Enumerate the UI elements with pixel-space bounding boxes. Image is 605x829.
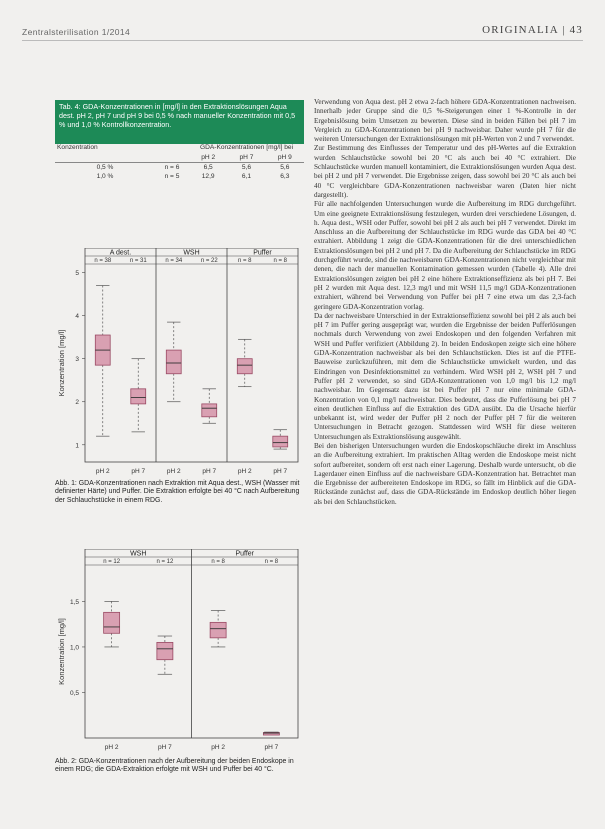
x-tick-label: pH 7 bbox=[264, 744, 279, 751]
table-subhead: pH 7 bbox=[227, 153, 265, 163]
running-header-right: ORIGINALIA | 43 bbox=[482, 24, 583, 36]
table-cell: 6,3 bbox=[280, 173, 290, 180]
x-tick-label: pH 2 bbox=[211, 744, 225, 751]
n-label: n = 12 bbox=[103, 559, 121, 565]
x-tick-label: pH 2 bbox=[166, 468, 181, 475]
n-label: n = 22 bbox=[200, 258, 218, 264]
box bbox=[210, 622, 226, 637]
table-cell: 5,6 bbox=[241, 164, 252, 171]
group-label: WSH bbox=[183, 249, 200, 257]
group-label: Puffer bbox=[253, 249, 272, 257]
y-tick-label: 0,5 bbox=[69, 689, 79, 697]
figure-1-chart bbox=[55, 248, 304, 478]
box bbox=[131, 389, 146, 404]
table-cell: 12,9 bbox=[201, 173, 215, 180]
table-head-values: GDA-Konzentrationen [mg/l] bei bbox=[199, 144, 294, 151]
running-header-left: Zentralsterilisation 1/2014 bbox=[22, 27, 131, 37]
body-paragraph: Zur Bestimmung des Einflusses der Temperatur und des pH-Wertes auf die Extraktion wurden Schlauchstücke sowohl bei 20 °C als auch bei 40 °C extrahiert. Die Schlauchstücke wurden manuell kontaminiert, die Extraktionslösungen wurden Aqua dest. bei pH 2 und pH 7 verwendet. Die Ergebnisse zeigen, dass sowohl bei 20 °C als auch bei 40 °C vergleichbare GDA-Konzentrationen nachweisbar waren (Daten hier nicht dargestellt). bbox=[314, 144, 576, 199]
box bbox=[237, 359, 252, 374]
figure-1-caption: Abb. 1: GDA-Konzentrationen nach Extraktion mit Aqua dest., WSH (Wasser mit definierter Härte) und Puffer. Die Extraktion erfolgte bei 40 °C nach Aufbereitung der Schlauchstücke in einem RDG. bbox=[55, 480, 300, 504]
header-rule bbox=[22, 40, 583, 41]
body-paragraph: Verwendung von Aqua dest. pH 2 etwa 2-fach höhere GDA-Konzentrationen nachweisen. Innerhalb jeder Gruppe sind die 0,5 %-Steigerungen einer 1 %-Kontrolle in der Ergebnislösung beim Umsetzen zu bewerten. Diese sind in beiden Fällen bei pH 7 im Vergleich zu GDA-Konzentrationen bei pH 9 nachweisbar. Daher wurde pH 7 für die weiteren Untersuchungen der Extraktionslösungen mit pH-Werten von 2 und 7 verwendet. bbox=[314, 98, 576, 144]
n-label: n = 8 bbox=[273, 258, 288, 264]
x-tick-label: pH 2 bbox=[95, 468, 110, 475]
figure-2-caption: Abb. 2: GDA-Konzentrationen nach der Aufbereitung der beiden Endoskope in einem RDG; die GDA-Extraktion erfolgte mit WSH und Puffer bei 40 °C. bbox=[55, 758, 294, 774]
plot-frame bbox=[85, 248, 298, 462]
table-cell: 6,1 bbox=[241, 173, 252, 180]
n-label: n = 31 bbox=[129, 258, 147, 264]
y-tick-label: 1 bbox=[75, 442, 79, 450]
table-subhead: pH 9 bbox=[266, 153, 304, 163]
table-row bbox=[55, 163, 304, 173]
n-label: n = 8 bbox=[211, 559, 225, 565]
body-paragraph: Da der nachweisbare Unterschied in der Extraktionseffizienz sowohl bei pH 2 als auch bei pH 7 im Puffer gering ausgeprägt war, wurden die Ergebnisse der beiden Pufferlösungen nochmals durch Verwendung von zwei Endoskopen und den folgenden Verfahren mit WSH und Puffer verifiziert (Abbildung 2). In beiden Endoskopen zeigte sich eine höhere GDA-Konzentration nachweisbar als bei den Schlauchstücken. Dies ist auf die PTFE-Bauweise zurückzuführen, mit dem die Schlauchstücke umwickelt wurden, und das Eindringen von Desinfektionsmittel zu verhindern. Wird WSH pH 2, WSH pH 7 und Puffer pH 2 verwendet, so sind GDA-Konzentrationen von 1,0 mg/l bis 1,2 mg/l nachweisbar. Im Gegensatz dazu ist bei Puffer pH 7 nur eine minimale GDA-Konzentration von 0,1 mg/l nachweisbar. Dies bedeutet, dass die Pufferlösung bei pH 7 einen deutlichen Einfluss auf die Extraktion des GDA ausübt. Da die Ursache hierfür unbekannt ist, wird weder der Puffer pH 2 noch der Puffer pH 7 für die weiteren Untersuchungen in Betracht gezogen. Stattdessen wird WSH für diese weiteren Untersuchungen als Extraktionslösung ausgewählt. bbox=[314, 311, 576, 441]
n-label: n = 38 bbox=[94, 258, 112, 264]
n-label: n = 12 bbox=[156, 559, 174, 565]
body-paragraph: Bei den bisherigen Untersuchungen wurden die Endoskopschläuche direkt im Anschluss an die Aufbereitung extrahiert. Im praktischen Alltag werden die Endoskope meist nicht sofort aufbereitet, sondern oft erst nach einer Lagerung. Deshalb wurde untersucht, ob die Lagerdauer einen Einfluss auf die nachweisbare GDA-Konzentration hat. Betrachtet man die Ergebnisse der aufbereiteten Endoskope im RDG, so fällt im Hinblick auf die GDA-Rückstände zunächst auf, dass die GDA-Rückstände im Endoskop deutlich höher liegen als bei den Schlauchstücken. bbox=[314, 441, 576, 506]
table-cell: n = 5 bbox=[164, 173, 180, 180]
box bbox=[202, 404, 217, 417]
y-axis-label: Konzentration [mg/l] bbox=[57, 618, 66, 685]
table-row bbox=[55, 172, 304, 181]
x-tick-label: pH 2 bbox=[104, 744, 119, 751]
y-axis-label: Konzentration [mg/l] bbox=[57, 329, 66, 397]
box bbox=[104, 612, 120, 633]
box bbox=[273, 436, 288, 447]
data-table bbox=[55, 144, 304, 181]
box bbox=[157, 642, 173, 659]
body-paragraph: Für alle nachfolgenden Untersuchungen wurde die Aufbereitung im RDG durchgeführt. Um eine geeignete Extraktionslösung festzulegen, wurden drei verschiedene Lösungen, d. h. Aqua dest., WSH oder Puffer, sowohl bei pH 2 als auch bei pH 7 verwendet. Direkt im Anschluss an die Aufbereitung der Schlauchstücke im RDG wurde das GDA bei 40 °C extrahiert. Abbildung 1 zeigt die GDA-Konzentrationen für die drei unterschiedlichen Extraktionslösungen bei pH 2 und pH 7. Da die Aufbereitung der Schlauchstücke im RDG durchgeführt wurde, sind die nachweisbaren GDA-Konzentrationen nicht vergleichbar mit denen, die nach der manuellen Kontamination gemessen wurden (Tabelle 4). Alle drei Extraktionslösungen zeigten bei pH 2 eine höhere Extraktionseffizienz als bei pH 7. Bei pH 2 wurden mit Aqua dest. 12,3 mg/l und mit WSH 11,5 mg/l GDA-Konzentrationen extrahiert, während bei Verwendung von Puffer bei pH 7 eine etwa um das 2,3-fach geringere GDA-Konzentration vorlag. bbox=[314, 200, 576, 311]
x-tick-label: pH 7 bbox=[202, 468, 217, 475]
group-label: WSH bbox=[130, 550, 147, 558]
table-cell: 6,5 bbox=[203, 164, 213, 171]
table-cell: 0,5 % bbox=[96, 164, 114, 171]
table-caption: Tab. 4: GDA-Konzentrationen in [mg/l] in den Extraktionslösungen Aqua dest. pH 2, pH 7 und pH 9 bei 0,5 % nach manueller Konzentration mit 0,5 % und 1,0 % Kontrollkonzentration. bbox=[55, 100, 304, 144]
group-label: Puffer bbox=[235, 550, 255, 558]
y-tick-label: 1,5 bbox=[69, 598, 79, 606]
y-tick-label: 4 bbox=[75, 313, 79, 321]
n-label: n = 8 bbox=[264, 559, 279, 565]
body-text-column bbox=[314, 98, 576, 507]
y-tick-label: 2 bbox=[75, 399, 79, 407]
table-cell: n = 6 bbox=[164, 164, 180, 171]
n-label: n = 8 bbox=[237, 258, 252, 264]
table-cell: 1,0 % bbox=[96, 173, 114, 180]
y-tick-label: 1,0 bbox=[69, 644, 79, 652]
table-subhead: pH 2 bbox=[189, 153, 227, 163]
table-head-conc: Konzentration bbox=[57, 144, 98, 151]
figure-2-chart bbox=[55, 549, 304, 754]
table-cell: 5,6 bbox=[280, 164, 290, 171]
x-tick-label: pH 7 bbox=[158, 744, 172, 751]
y-tick-label: 5 bbox=[75, 270, 79, 278]
n-label: n = 34 bbox=[165, 258, 183, 264]
x-tick-label: pH 7 bbox=[131, 468, 146, 475]
y-tick-label: 3 bbox=[75, 356, 79, 364]
x-tick-label: pH 2 bbox=[237, 468, 252, 475]
box bbox=[166, 350, 181, 374]
group-label: A dest. bbox=[109, 249, 132, 257]
x-tick-label: pH 7 bbox=[273, 468, 288, 475]
